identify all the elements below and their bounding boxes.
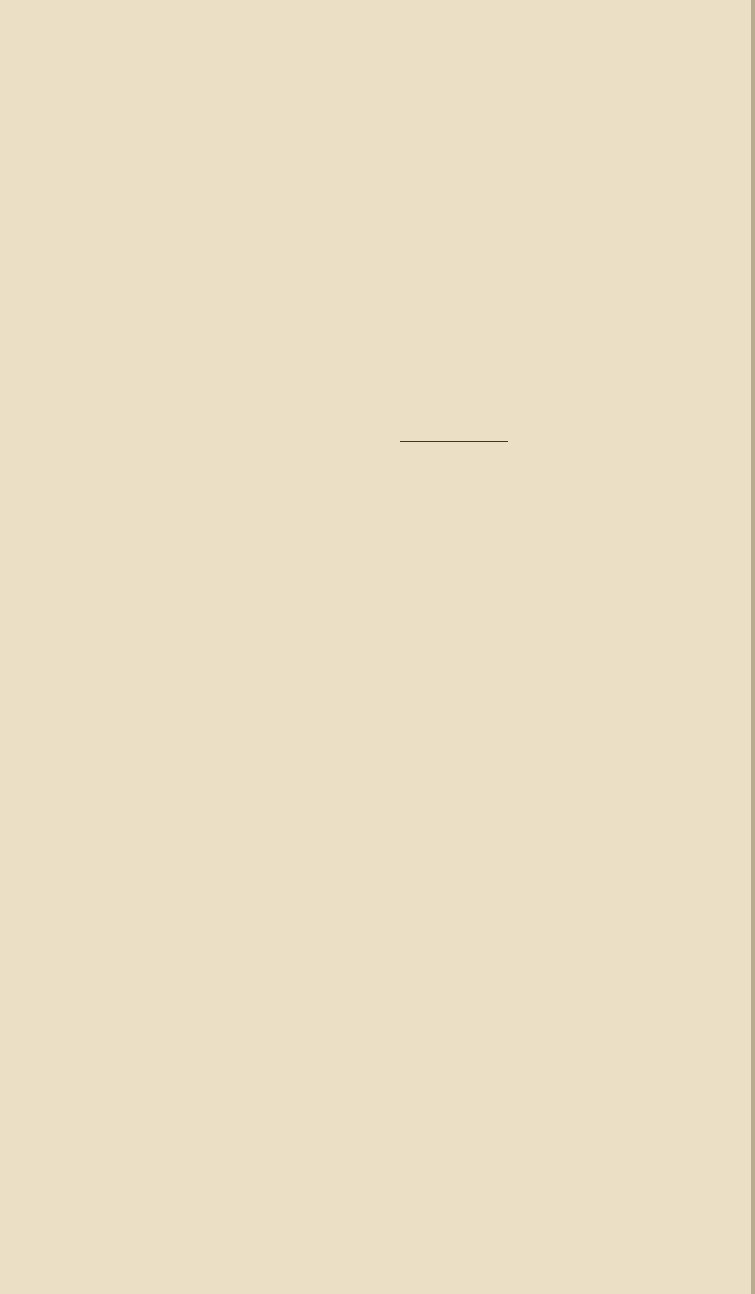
- page-edge-shadow: [751, 0, 755, 1294]
- section-rule: [400, 441, 508, 442]
